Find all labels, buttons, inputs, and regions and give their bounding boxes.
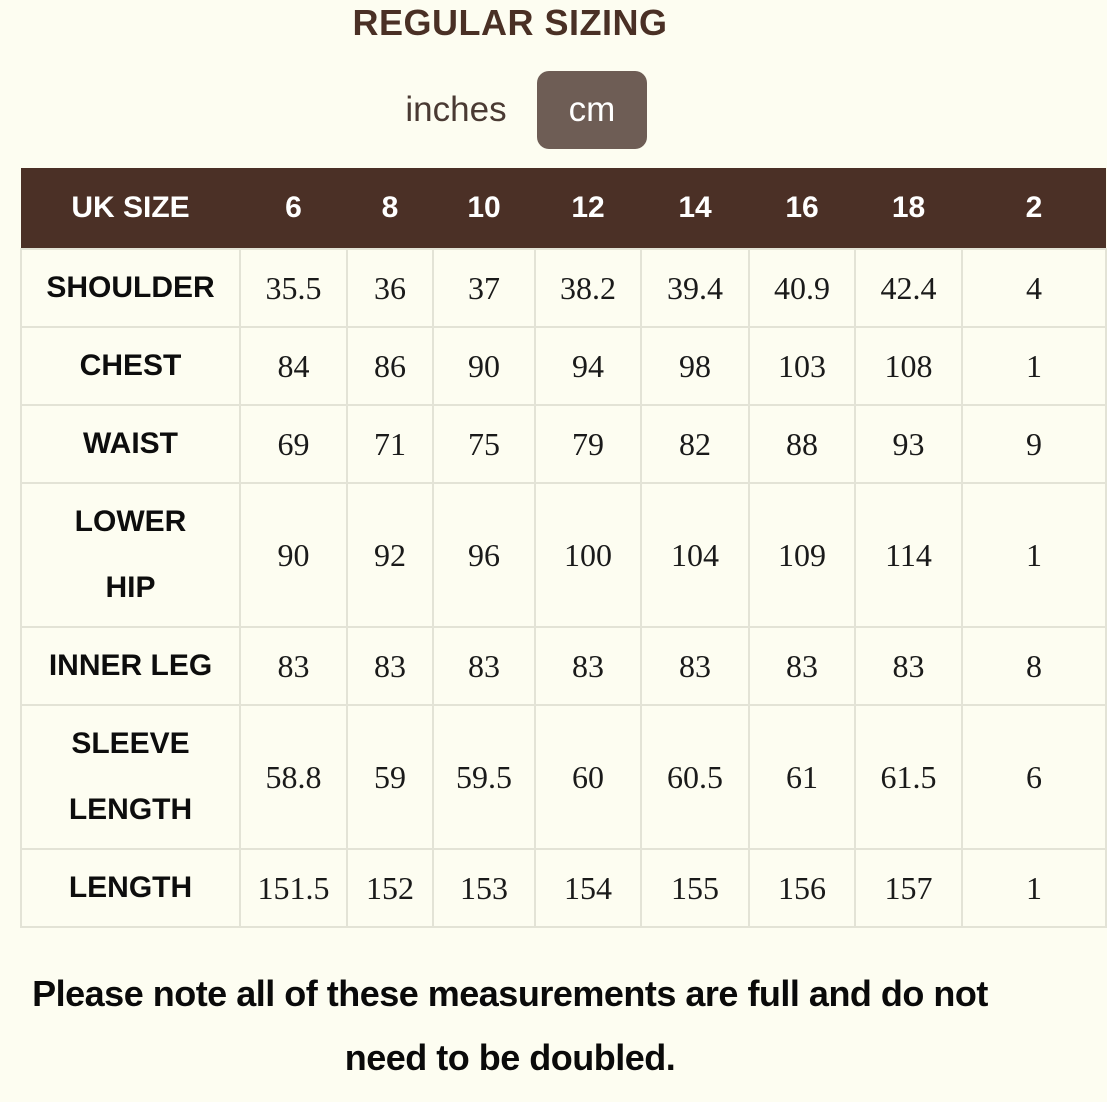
table-cell: 153: [433, 849, 535, 927]
size-table: [20, 168, 1107, 928]
header-size-8: 8: [347, 168, 433, 249]
header-size-12: 12: [535, 168, 641, 249]
table-cell: 156: [749, 849, 855, 927]
table-cell: 96: [433, 483, 535, 627]
header-size-16: 16: [749, 168, 855, 249]
table-cell: 83: [347, 627, 433, 705]
table-header-row: [21, 168, 1106, 249]
table-cell: 109: [749, 483, 855, 627]
table-cell: 152: [347, 849, 433, 927]
row-label-line: HIP: [105, 571, 156, 604]
row-label-line: WAIST: [83, 427, 178, 460]
table-cell: 60.5: [641, 705, 749, 849]
table-cell: 36: [347, 249, 433, 327]
row-label: [21, 483, 240, 627]
table-cell: 59: [347, 705, 433, 849]
table-cell: 40.9: [749, 249, 855, 327]
table-cell: 61.5: [855, 705, 962, 849]
size-table-scroll[interactable]: [20, 168, 1043, 941]
table-row-chest: [21, 327, 1106, 405]
table-cell: 155: [641, 849, 749, 927]
table-row-shoulder: [21, 249, 1106, 327]
unit-option-cm[interactable]: cm: [537, 71, 647, 149]
table-row-inner-leg: [21, 627, 1106, 705]
row-label: [21, 627, 240, 705]
unit-toggle: [381, 71, 647, 149]
table-cell: 83: [433, 627, 535, 705]
table-cell: 42.4: [855, 249, 962, 327]
table-cell: 37: [433, 249, 535, 327]
table-cell: 71: [347, 405, 433, 483]
table-cell: 100: [535, 483, 641, 627]
table-cell: 90: [240, 483, 347, 627]
header-uk-size: UK SIZE: [21, 168, 240, 249]
row-label: [21, 705, 240, 849]
table-cell: 58.8: [240, 705, 347, 849]
row-label-line: SHOULDER: [46, 271, 215, 304]
table-cell: 88: [749, 405, 855, 483]
table-cell: 94: [535, 327, 641, 405]
table-cell: 157: [855, 849, 962, 927]
table-cell: 75: [433, 405, 535, 483]
header-size-20: 2: [962, 168, 1106, 249]
page-title: REGULAR SIZING: [352, 2, 668, 43]
row-label: [21, 327, 240, 405]
table-cell: 39.4: [641, 249, 749, 327]
row-label-line: LOWER: [74, 505, 187, 538]
table-cell: 104: [641, 483, 749, 627]
table-cell: 60: [535, 705, 641, 849]
table-cell: 1: [962, 849, 1106, 927]
table-cell: 1: [962, 483, 1106, 627]
row-label: [21, 249, 240, 327]
measurement-note: Please note all of these measurements are full and do not need to be doubled.: [32, 973, 988, 1078]
table-row-lower-hip: [21, 483, 1106, 627]
table-cell: 38.2: [535, 249, 641, 327]
table-cell: 35.5: [240, 249, 347, 327]
table-cell: 151.5: [240, 849, 347, 927]
table-cell: 83: [535, 627, 641, 705]
table-cell: 98: [641, 327, 749, 405]
header-size-6: 6: [240, 168, 347, 249]
table-cell: 154: [535, 849, 641, 927]
table-cell: 9: [962, 405, 1106, 483]
table-cell: 79: [535, 405, 641, 483]
table-cell: 108: [855, 327, 962, 405]
table-cell: 61: [749, 705, 855, 849]
table-row-sleeve-length: [21, 705, 1106, 849]
row-label-line: SLEEVE: [71, 727, 190, 760]
table-cell: 1: [962, 327, 1106, 405]
row-label-line: CHEST: [79, 349, 182, 382]
table-cell: 83: [641, 627, 749, 705]
row-label-line: LENGTH: [68, 871, 193, 904]
table-cell: 83: [749, 627, 855, 705]
row-label-line: INNER LEG: [48, 649, 213, 682]
table-cell: 82: [641, 405, 749, 483]
table-cell: 6: [962, 705, 1106, 849]
header-size-14: 14: [641, 168, 749, 249]
table-cell: 69: [240, 405, 347, 483]
table-cell: 90: [433, 327, 535, 405]
table-row-waist: [21, 405, 1106, 483]
header-size-10: 10: [433, 168, 535, 249]
table-cell: 83: [855, 627, 962, 705]
table-cell: 103: [749, 327, 855, 405]
table-cell: 8: [962, 627, 1106, 705]
table-cell: 59.5: [433, 705, 535, 849]
table-cell: 4: [962, 249, 1106, 327]
table-row-length: [21, 849, 1106, 927]
unit-option-inches[interactable]: inches: [405, 90, 507, 129]
table-cell: 92: [347, 483, 433, 627]
table-cell: 83: [240, 627, 347, 705]
row-label-line: LENGTH: [68, 793, 193, 826]
row-label: [21, 849, 240, 927]
table-cell: 86: [347, 327, 433, 405]
header-size-18: 18: [855, 168, 962, 249]
table-cell: 84: [240, 327, 347, 405]
table-cell: 114: [855, 483, 962, 627]
table-cell: 93: [855, 405, 962, 483]
row-label: [21, 405, 240, 483]
